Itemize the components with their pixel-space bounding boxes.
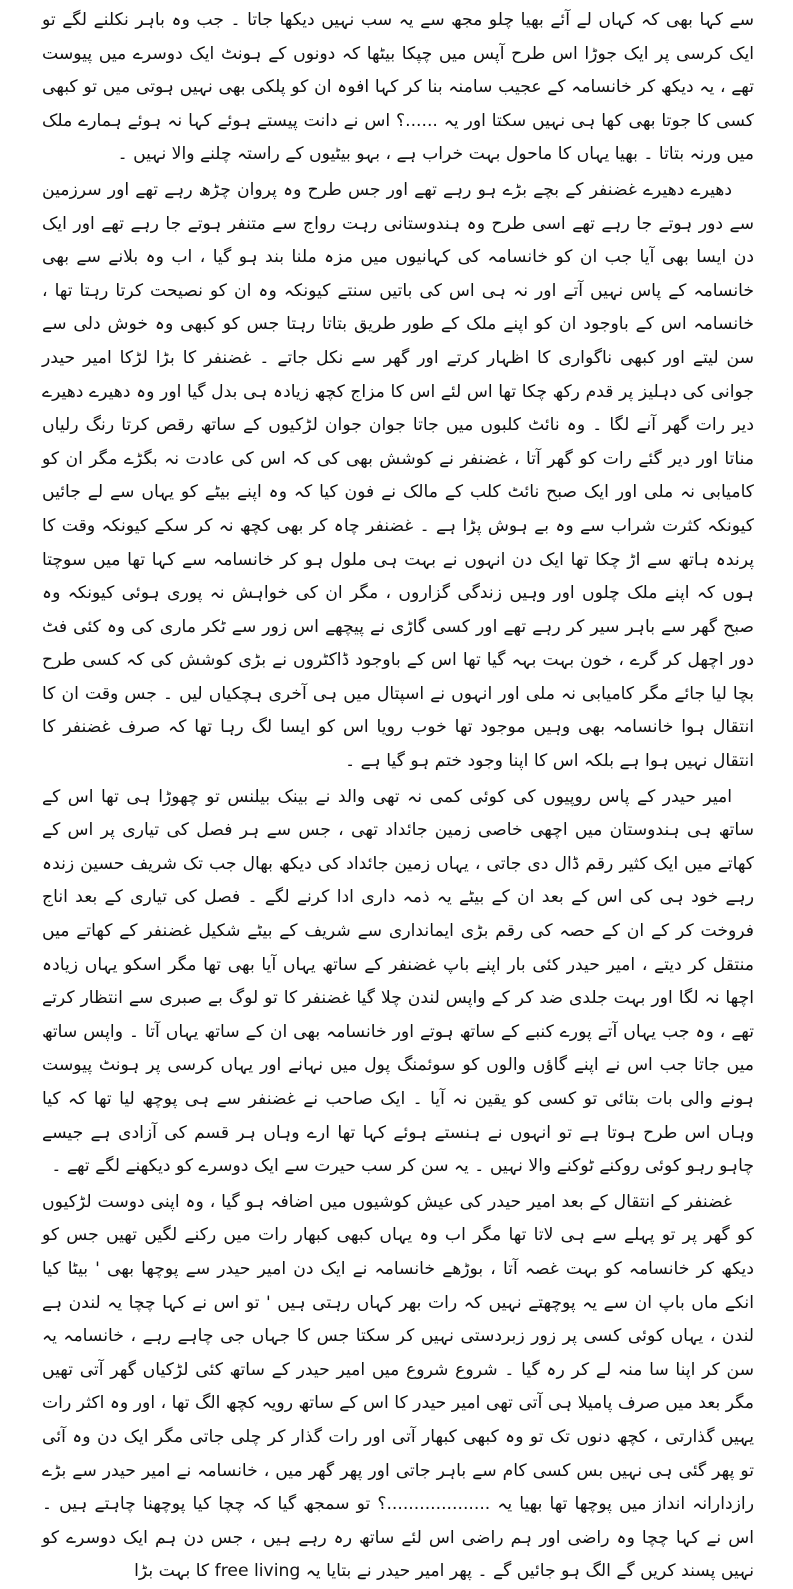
urdu-text-body <box>42 4 754 1589</box>
paragraph-1: سے کہا بھی کہ کہاں لے آئے بھیا چلو مجھ سے یہ سب نہیں دیکھا جاتا ۔ جب وہ باہر نکلنے لگے تو ایک کرسی پر ایک جوڑا اس طرح آپس میں چپکا بیٹھا کہ دونوں کے ہونٹ ایک دوسرے میں پیوست تھے ، یہ دیکھ کر خانسامہ کے عجیب سامنہ بنا کر کہا افوہ ان کو پلکی بھی نہیں ہوتی میں تو کبھی کسی کا جوتا بھی کھا ہی نہیں سکتا اور یہ ......؟ اس نے دانت پیستے ہوئے کہا نہ ہوئے ہمارے ملک میں ورنہ بتاتا ۔ بھیا یہاں کا ماحول بہت خراب ہے ، بہو بیٹیوں کے راستہ چلنے والا نہیں ۔ <box>42 10 754 165</box>
paragraph-4: غضنفر کے انتقال کے بعد امیر حیدر کی عیش کوشیوں میں اضافہ ہو گیا ، وہ اپنی دوست لڑکیوں کو گھر پر تو پہلے سے ہی لاتا تھا مگر اب وہ یہاں کبھی کبھار رات میں رکنے لگیں تھیں جس کو دیکھ کر خانسامہ کو بہت غصہ آتا ، بوڑھے خانسامہ نے ایک دن امیر حیدر سے پوچھا بھی ' بیٹا کیا انکے ماں باپ ان سے یہ پوچھتے نہیں کہ رات بھر کہاں رہتی ہیں ' تو اس نے کہا چچا یہ لندن ہے لندن ، یہاں کوئی کسی پر زور زبردستی نہیں کر سکتا جس کا جہاں جی چاہے رہے ، خانسامہ یہ سن کر اپنا سا منہ لے کر رہ گیا ۔ شروع شروع میں امیر حیدر کے ساتھ کئی لڑکیاں گھر آتی تھیں مگر بعد میں صرف پامیلا ہی آتی تھی امیر حیدر کا اس کے ساتھ رویہ کچھ الگ تھا ، اور وہ اکثر رات یہیں گذارتی ، کچھ دنوں تک تو وہ کبھی کبھار آتی اور رات گذار کر چلی جاتی مگر ایک دن وہ آئی تو پھر گئی ہی نہیں بس کسی کام سے باہر جاتی اور پھر گھر میں ، خانسامہ نے امیر حیدر سے بڑے رازدارانہ انداز میں پوچھا تھا بھیا یہ ...................؟ تو سمجھ گیا کہ چچا کیا پوچھنا چاہتے ہیں ۔ اس نے کہا چچا وہ راضی اور ہم راضی اس لئے ساتھ رہ رہے ہیں ، جس دن ہم ایک دوسرے کو نہیں پسند کریں گے الگ ہو جائیں گے ۔ پھر امیر حیدر نے بتایا یہ free living کا بہت بڑا <box>42 1191 754 1582</box>
paragraph-2: دھیرے دھیرے غضنفر کے بچے بڑے ہو رہے تھے اور جس طرح وہ پروان چڑھ رہے تھے اور سرزمین سے دور ہوتے جا رہے تھے اسی طرح وہ ہندوستانی رہت رواج سے متنفر ہوتے جا رہے تھے اور ایک دن ایسا بھی آیا جب ان کو خانسامہ کی کہانیوں میں مزہ ملنا بند ہو گیا ، اب وہ بلانے سے بھی خانسامہ کے پاس نہیں آتے اور نہ ہی اس کی باتیں سنتے کیونکہ وہ ان کو نصیحت کرتا رہتا تھا ، خانسامہ اس کے باوجود ان کو اپنے ملک کے طور طریق بتاتا رہتا جس کو کبھی وہ خوش دلی سے سن لیتے اور کبھی ناگواری کا اظہار کرتے اور گھر سے نکل جاتے ۔ غضنفر کا بڑا لڑکا امیر حیدر جوانی کی دہلیز پر قدم رکھ چکا تھا اس لئے اس کا مزاج کچھ زیادہ ہی بدل گیا اور وہ دھیرے دھیرے دیر رات گھر آنے لگا ۔ وہ نائٹ کلبوں میں جاتا جوان جوان لڑکیوں کے ساتھ رقص کرتا رنگ رلیاں مناتا اور دیر گئے رات کو گھر آتا ، غضنفر نے کوشش بھی کی کہ اس کی عادت نہ بگڑے مگر ان کو کامیابی نہ ملی اور ایک صبح نائٹ کلب کے مالک نے فون کیا کہ وہ اپنے بیٹے کو یہاں سے لے جائیں کیونکہ کثرت شراب سے وہ بے ہوش پڑا ہے ۔ غضنفر چاہ کر بھی کچھ نہ کر سکے کیونکہ وقت کا پرندہ ہاتھ سے اڑ چکا تھا ایک دن انہوں نے بہت ہی ملول ہو کر خانسامہ سے کہا تھا میں سوچتا ہوں کہ اپنے ملک چلوں اور وہیں زندگی گزاروں ، مگر ان کی خواہش نہ پوری ہوئی کیونکہ وہ صبح گھر سے باہر سیر کر رہے تھے اور کسی گاڑی نے پیچھے اس زور سے ٹکر ماری کی وہ کئی فٹ دور اچھل کر گرے ، خون بہت بہہ گیا تھا اس کے باوجود ڈاکٹروں نے بڑی کوشش کی کہ کسی طرح بچا لیا جائے مگر کامیابی نہ ملی اور انہوں نے اسپتال میں ہی آخری ہچکیاں لیں ۔ جس وقت ان کا انتقال ہوا خانسامہ بھی وہیں موجود تھا خوب رویا اس کو ایسا لگ رہا تھا کہ صرف غضنفر کا انتقال نہیں ہوا ہے بلکہ اس کا اپنا وجود ختم ہو گیا ہے ۔ <box>42 179 754 772</box>
paragraph-3: امیر حیدر کے پاس روپیوں کی کوئی کمی نہ تھی والد نے بینک بیلنس تو چھوڑا ہی تھا اس کے ساتھ ہی ہندوستان میں اچھی خاصی زمین جائداد تھی ، جس سے ہر فصل کی تیاری پر اس کے کھاتے میں ایک کثیر رقم ڈال دی جاتی ، یہاں زمین جائداد کی دیکھ بھال جب تک شریف حسین زندہ رہے خود ہی کی اس کے بعد ان کے بیٹے یہ ذمہ داری ادا کرنے لگے ۔ فصل کی تیاری کے بعد اناج فروخت کر کے ان کے حصہ کی رقم بڑی ایمانداری سے شریف کے بیٹے شکیل غضنفر کے کھاتے میں منتقل کر دیتے ، امیر حیدر کئی بار اپنے باپ غضنفر کے ساتھ یہاں آیا بھی تھا مگر اسکو یہاں زیادہ اچھا نہ لگا اور بہت جلدی ضد کر کے واپس لندن چلا گیا غضنفر کا تو لوگ بے صبری سے انتظار کرتے تھے ، وہ جب یہاں آتے پورے کنبے کے ساتھ ہوتے اور خانسامہ بھی ان کے ساتھ یہاں آتا ۔ واپس ساتھ میں جاتا جب اس نے اپنے گاؤں والوں کو سوئمنگ پول میں نہانے اور یہاں کرسی پر ہونٹ پیوست ہونے والی بات بتائی تو کسی کو یقین نہ آیا ۔ ایک صاحب نے غضنفر سے ہی پوچھ لیا تھا کہ کیا وہاں اس طرح ہوتا ہے تو انہوں نے ہنستے ہوئے کہا تھا ارے وہاں ہر قسم کی آزادی ہے جیسے چاہو رہو کوئی روکنے ٹوکنے والا نہیں ۔ یہ سن کر سب حیرت سے ایک دوسرے کو دیکھنے لگے تھے ۔ <box>42 786 754 1177</box>
